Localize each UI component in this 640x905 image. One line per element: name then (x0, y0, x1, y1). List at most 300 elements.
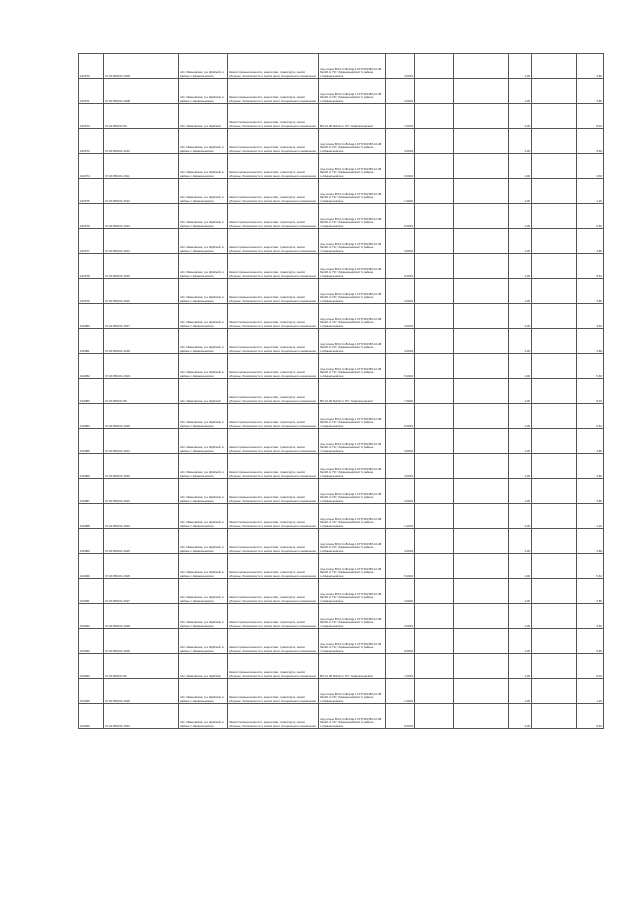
usage-note-cell: под опоры ВЛ-0,4 кВ фид.1 КТП 663 ВЛ-10 кВ №120 от ПС "Афанасьевская" в районе с.Афанасьевское (319, 429, 386, 454)
value-cell: 5,64 (577, 254, 604, 279)
empty-cell (454, 454, 509, 479)
empty-cell (454, 404, 509, 429)
address-cell: обл. Ивановская, р-н Шуйский (179, 104, 228, 129)
area-cell: 4,0004 (386, 429, 415, 454)
empty-cell (532, 79, 577, 104)
table-row (79, 654, 604, 679)
empty-cell (532, 554, 577, 579)
empty-cell (454, 229, 509, 254)
empty-cell (532, 104, 577, 129)
area-cell: 4,0004 (386, 579, 415, 604)
empty-cell (532, 479, 577, 504)
address-cell: обл. Ивановская, р-н Шуйский, в районе с.Афанасьевское (179, 479, 228, 504)
empty-cell (532, 379, 577, 404)
land-category-cell: Земли промышленности, энергетики, транспорта, земли обороны, безопасности и земли иного специального назначения (228, 104, 319, 129)
area-cell: 1,0004 (386, 679, 415, 704)
empty-cell (415, 79, 454, 104)
address-cell: обл. Ивановская, р-н Шуйский, в районе с.Афанасьевское (179, 54, 228, 79)
cadastral-number-cell: 37:20:050101:1622 (104, 454, 179, 479)
coefficient-cell: 1,00 (509, 204, 532, 229)
area-cell: 3,0004 (386, 304, 415, 329)
coefficient-cell: 1,00 (509, 529, 532, 554)
empty-cell (532, 654, 577, 679)
address-cell: обл. Ивановская, р-н Шуйский, в районе с.Афанасьевское (179, 354, 228, 379)
area-cell: 7,0004 (386, 379, 415, 404)
cadastral-number-cell: 37:20:050101:56 (104, 654, 179, 679)
value-cell: 4,80 (577, 529, 604, 554)
cadastral-number-cell: 37:20:050101:1624 (104, 504, 179, 529)
address-cell: обл. Ивановская, р-н Шуйский (179, 654, 228, 679)
record-code-cell: 162085 (79, 429, 104, 454)
coefficient-cell: 1,00 (509, 654, 532, 679)
record-code-cell: 162094 (79, 654, 104, 679)
area-cell: 5,0004 (386, 629, 415, 654)
record-code-cell: 162073 (79, 129, 104, 154)
usage-note-cell: под опоры ВЛ-0,4 кВ фид.1 КТП 663 ВЛ-10 кВ №120 от ПС "Афанасьевская" в районе с.Афанасьевское (319, 54, 386, 79)
record-code-cell: 162074 (79, 154, 104, 179)
cadastral-number-cell: 37:20:050101:1625 (104, 529, 179, 554)
address-cell: обл. Ивановская, р-н Шуйский, в районе с.Афанасьевское (179, 579, 228, 604)
land-category-cell: Земли промышленности, энергетики, транспорта, земли обороны, безопасности и земли иного специального назначения (228, 379, 319, 404)
usage-note-cell: под опоры ВЛ-0,4 кВ фид.1 КТП 663 ВЛ-10 кВ №120 от ПС "Афанасьевская" в районе с.Афанасьевское (319, 204, 386, 229)
usage-note-cell: под опоры ВЛ-0,4 кВ фид.1 КТП 663 ВЛ-10 кВ №120 от ПС "Афанасьевская" в районе с.Афанасьевское (319, 404, 386, 429)
table-row (79, 204, 604, 229)
coefficient-cell: 1,00 (509, 254, 532, 279)
empty-cell (415, 579, 454, 604)
table-row (79, 329, 604, 354)
area-cell: 5,0004 (386, 204, 415, 229)
address-cell: обл. Ивановская, р-н Шуйский, в районе с.Афанасьевское (179, 454, 228, 479)
address-cell: обл. Ивановская, р-н Шуйский, в районе с.Афанасьевское (179, 129, 228, 154)
value-cell: 4,80 (577, 279, 604, 304)
empty-cell (454, 279, 509, 304)
usage-note-cell: под опоры ВЛ-0,4 кВ фид.1 КТП 663 ВЛ-10 кВ №120 от ПС "Афанасьевская" в районе с.Афанасьевское (319, 304, 386, 329)
value-cell: 3,60 (577, 129, 604, 154)
cadastral-number-cell: 37:20:050101:1627 (104, 579, 179, 604)
record-code-cell: 162092 (79, 604, 104, 629)
usage-note-cell: под опоры ВЛ-0,4 кВ фид.1 КТП 663 ВЛ-10 кВ №120 от ПС "Афанасьевская" в районе с.Афанасьевское (319, 354, 386, 379)
empty-cell (415, 629, 454, 654)
table-row (79, 629, 604, 654)
empty-cell (532, 704, 577, 729)
usage-note-cell: под опоры ВЛ-0,4 кВ фид.1 КТП 663 ВЛ-10 кВ №120 от ПС "Афанасьевская" в районе с.Афанасьевское (319, 604, 386, 629)
cadastral-number-cell: 37:20:050101:1613 (104, 204, 179, 229)
usage-note-cell: под опоры ВЛ-0,4 кВ фид.1 КТП 663 ВЛ-10 кВ №120 от ПС "Афанасьевская" в районе с.Афанасьевское (319, 629, 386, 654)
record-code-cell: 162077 (79, 229, 104, 254)
coefficient-cell: 1,00 (509, 304, 532, 329)
value-cell: 3,60 (577, 604, 604, 629)
cadastral-number-cell: 37:20:050101:1616 (104, 279, 179, 304)
empty-cell (532, 604, 577, 629)
value-cell: 4,80 (577, 429, 604, 454)
empty-cell (532, 504, 577, 529)
value-cell: 5,60 (577, 354, 604, 379)
empty-cell (415, 279, 454, 304)
empty-cell (415, 229, 454, 254)
value-cell: 4,80 (577, 454, 604, 479)
record-code-cell: 162093 (79, 629, 104, 654)
address-cell: обл. Ивановская, р-н Шуйский, в районе с.Афанасьевское (179, 529, 228, 554)
land-category-cell: Земли промышленности, энергетики, транспорта, земли обороны, безопасности и земли иного специального назначения (228, 279, 319, 304)
coefficient-cell: 1,00 (509, 579, 532, 604)
address-cell: обл. Ивановская, р-н Шуйский, в районе с.Афанасьевское (179, 154, 228, 179)
land-category-cell: Земли промышленности, энергетики, транспорта, земли обороны, безопасности и земли иного специального назначения (228, 229, 319, 254)
value-cell: 3,60 (577, 154, 604, 179)
cadastral-number-cell: 37:20:050101:1628 (104, 604, 179, 629)
coefficient-cell: 1,00 (509, 129, 532, 154)
area-cell: 1,0004 (386, 179, 415, 204)
address-cell: обл. Ивановская, р-н Шуйский (179, 379, 228, 404)
record-code-cell: 162088 (79, 504, 104, 529)
land-category-cell: Земли промышленности, энергетики, транспорта, земли обороны, безопасности и земли иного специального назначения (228, 329, 319, 354)
coefficient-cell: 1,00 (509, 679, 532, 704)
value-cell: 8,04 (577, 654, 604, 679)
usage-note-cell: под опоры ВЛ-0,4 кВ фид.1 КТП 663 ВЛ-10 кВ №120 от ПС "Афанасьевская" в районе с.Афанасьевское (319, 129, 386, 154)
empty-cell (454, 54, 509, 79)
land-category-cell: Земли промышленности, энергетики, транспорта, земли обороны, безопасности и земли иного специального назначения (228, 79, 319, 104)
land-parcel-table (78, 53, 604, 729)
value-cell: 5,60 (577, 204, 604, 229)
empty-cell (454, 204, 509, 229)
coefficient-cell: 1,00 (509, 479, 532, 504)
land-category-cell: Земли промышленности, энергетики, транспорта, земли обороны, безопасности и земли иного специального назначения (228, 404, 319, 429)
area-cell: 5,0004 (386, 404, 415, 429)
cadastral-number-cell: 37:20:050101:1619 (104, 354, 179, 379)
empty-cell (415, 679, 454, 704)
empty-cell (532, 679, 577, 704)
table-row (79, 679, 604, 704)
address-cell: обл. Ивановская, р-н Шуйский, в районе с.Афанасьевское (179, 229, 228, 254)
value-cell: 3,60 (577, 304, 604, 329)
table-row (79, 304, 604, 329)
value-cell: 8,04 (577, 104, 604, 129)
empty-cell (415, 354, 454, 379)
address-cell: обл. Ивановская, р-н Шуйский, в районе с.Афанасьевское (179, 204, 228, 229)
usage-note-cell: под опоры ВЛ-0,4 кВ фид.1 КТП 663 ВЛ-10 кВ №120 от ПС "Афанасьевская" в районе с.Афанасьевское (319, 454, 386, 479)
table-row (79, 54, 604, 79)
record-code-cell: 162075 (79, 179, 104, 204)
empty-cell (454, 529, 509, 554)
land-category-cell: Земли промышленности, энергетики, транспорта, земли обороны, безопасности и земли иного специального назначения (228, 629, 319, 654)
empty-cell (532, 204, 577, 229)
usage-note-cell: ВЛ-10 кВ №120 от ПС "Афанасьевская" (319, 379, 386, 404)
empty-cell (415, 154, 454, 179)
cadastral-number-cell: 37:20:050101:1608 (104, 79, 179, 104)
record-code-cell: 162070 (79, 54, 104, 79)
coefficient-cell: 1,00 (509, 629, 532, 654)
empty-cell (532, 629, 577, 654)
empty-cell (532, 429, 577, 454)
table-row (79, 529, 604, 554)
cadastral-number-cell: 37:20:050101:1611 (104, 154, 179, 179)
empty-cell (415, 129, 454, 154)
empty-cell (454, 154, 509, 179)
coefficient-cell: 1,00 (509, 104, 532, 129)
table-row (79, 479, 604, 504)
empty-cell (454, 429, 509, 454)
coefficient-cell: 1,00 (509, 354, 532, 379)
area-cell: 5,0004 (386, 704, 415, 729)
value-cell: 1,20 (577, 679, 604, 704)
address-cell: обл. Ивановская, р-н Шуйский, в районе с.Афанасьевское (179, 504, 228, 529)
address-cell: обл. Ивановская, р-н Шуйский, в районе с.Афанасьевское (179, 279, 228, 304)
record-code-cell: 162071 (79, 79, 104, 104)
empty-cell (454, 379, 509, 404)
empty-cell (454, 629, 509, 654)
coefficient-cell: 1,00 (509, 154, 532, 179)
area-cell: 1,0004 (386, 504, 415, 529)
empty-cell (415, 304, 454, 329)
value-cell: 8,04 (577, 379, 604, 404)
empty-cell (454, 254, 509, 279)
empty-cell (454, 304, 509, 329)
area-cell: 4,0004 (386, 279, 415, 304)
usage-note-cell: под опоры ВЛ-0,4 кВ фид.1 КТП 663 ВЛ-10 кВ №120 от ПС "Афанасьевская" в районе с.Афанасьевское (319, 254, 386, 279)
address-cell: обл. Ивановская, р-н Шуйский, в районе с.Афанасьевское (179, 79, 228, 104)
usage-note-cell: под опоры ВЛ-0,4 кВ фид.1 КТП 663 ВЛ-10 кВ №120 от ПС "Афанасьевская" в районе с.Афанасьевское (319, 79, 386, 104)
table-row (79, 604, 604, 629)
cadastral-number-cell: 37:20:050101:1631 (104, 704, 179, 729)
empty-cell (415, 179, 454, 204)
table-row (79, 354, 604, 379)
cadastral-number-cell: 37:20:050101:1605 (104, 54, 179, 79)
area-cell: 4,0004 (386, 479, 415, 504)
record-code-cell: 162078 (79, 254, 104, 279)
empty-cell (532, 254, 577, 279)
land-category-cell: Земли промышленности, энергетики, транспорта, земли обороны, безопасности и земли иного специального назначения (228, 579, 319, 604)
land-category-cell: Земли промышленности, энергетики, транспорта, земли обороны, безопасности и земли иного специального назначения (228, 679, 319, 704)
address-cell: обл. Ивановская, р-н Шуйский, в районе с.Афанасьевское (179, 179, 228, 204)
value-cell: 4,80 (577, 79, 604, 104)
record-code-cell: 162084 (79, 404, 104, 429)
empty-cell (454, 704, 509, 729)
cadastral-number-cell: 37:20:050101:1623 (104, 479, 179, 504)
empty-cell (454, 354, 509, 379)
area-cell: 3,0004 (386, 604, 415, 629)
record-code-cell: 162086 (79, 454, 104, 479)
table-row (79, 404, 604, 429)
record-code-cell: 162089 (79, 529, 104, 554)
coefficient-cell: 1,00 (509, 429, 532, 454)
record-code-cell: 162083 (79, 379, 104, 404)
coefficient-cell: 1,00 (509, 404, 532, 429)
value-cell: 5,64 (577, 704, 604, 729)
empty-cell (415, 429, 454, 454)
coefficient-cell: 1,00 (509, 179, 532, 204)
empty-cell (454, 579, 509, 604)
table-row (79, 379, 604, 404)
value-cell: 4,80 (577, 229, 604, 254)
cadastral-number-cell: 37:20:050101:1620 (104, 404, 179, 429)
usage-note-cell: под опоры ВЛ-0,4 кВ фид.1 КТП 663 ВЛ-10 кВ №120 от ПС "Афанасьевская" в районе с.Афанасьевское (319, 229, 386, 254)
land-category-cell: Земли промышленности, энергетики, транспорта, земли обороны, безопасности и земли иного специального назначения (228, 654, 319, 679)
value-cell: 4,80 (577, 54, 604, 79)
area-cell: 5,0004 (386, 354, 415, 379)
address-cell: обл. Ивановская, р-н Шуйский, в районе с.Афанасьевское (179, 254, 228, 279)
empty-cell (415, 379, 454, 404)
land-category-cell: Земли промышленности, энергетики, транспорта, земли обороны, безопасности и земли иного специального назначения (228, 604, 319, 629)
cadastral-number-cell: 37:20:050101:1630 (104, 679, 179, 704)
land-category-cell: Земли промышленности, энергетики, транспорта, земли обороны, безопасности и земли иного специального назначения (228, 504, 319, 529)
address-cell: обл. Ивановская, р-н Шуйский, в районе с.Афанасьевское (179, 704, 228, 729)
empty-cell (415, 104, 454, 129)
table-row (79, 554, 604, 579)
empty-cell (532, 304, 577, 329)
area-cell: 4,0004 (386, 454, 415, 479)
usage-note-cell: под опоры ВЛ-0,4 кВ фид.1 КТП 663 ВЛ-10 кВ №120 от ПС "Афанасьевская" в районе с.Афанасьевское (319, 679, 386, 704)
value-cell: 5,64 (577, 404, 604, 429)
usage-note-cell: под опоры ВЛ-0,4 кВ фид.1 КТП 663 ВЛ-10 кВ №120 от ПС "Афанасьевская" в районе с.Афанасьевское (319, 329, 386, 354)
empty-cell (415, 254, 454, 279)
empty-cell (454, 604, 509, 629)
empty-cell (454, 129, 509, 154)
empty-cell (415, 54, 454, 79)
cadastral-number-cell: 37:20:050101:1618 (104, 329, 179, 354)
usage-note-cell: под опоры ВЛ-0,4 кВ фид.1 КТП 663 ВЛ-10 кВ №120 от ПС "Афанасьевская" в районе с.Афанасьевское (319, 279, 386, 304)
area-cell: 4,0004 (386, 229, 415, 254)
empty-cell (415, 479, 454, 504)
area-cell: 3,0004 (386, 129, 415, 154)
land-category-cell: Земли промышленности, энергетики, транспорта, земли обороны, безопасности и земли иного специального назначения (228, 529, 319, 554)
empty-cell (454, 329, 509, 354)
table-row (79, 254, 604, 279)
record-code-cell: 162079 (79, 279, 104, 304)
address-cell: обл. Ивановская, р-н Шуйский, в районе с.Афанасьевское (179, 679, 228, 704)
empty-cell (532, 129, 577, 154)
address-cell: обл. Ивановская, р-н Шуйский, в районе с.Афанасьевское (179, 404, 228, 429)
value-cell: 4,80 (577, 579, 604, 604)
record-code-cell: 162095 (79, 679, 104, 704)
record-code-cell: 162076 (79, 204, 104, 229)
value-cell: 1,20 (577, 179, 604, 204)
usage-note-cell: под опоры ВЛ-0,4 кВ фид.1 КТП 663 ВЛ-10 кВ №120 от ПС "Афанасьевская" в районе с.Афанасьевское (319, 554, 386, 579)
area-cell: 7,0004 (386, 654, 415, 679)
empty-cell (532, 529, 577, 554)
address-cell: обл. Ивановская, р-н Шуйский, в районе с.Афанасьевское (179, 304, 228, 329)
record-code-cell: 162072 (79, 104, 104, 129)
coefficient-cell: 1,00 (509, 279, 532, 304)
area-cell: 4,0004 (386, 79, 415, 104)
usage-note-cell: ВЛ-10 кВ №120 от ПС "Афанасьевская" (319, 104, 386, 129)
usage-note-cell: под опоры ВЛ-0,4 кВ фид.1 КТП 663 ВЛ-10 кВ №120 от ПС "Афанасьевская" в районе с.Афанасьевское (319, 579, 386, 604)
land-category-cell: Земли промышленности, энергетики, транспорта, земли обороны, безопасности и земли иного специального назначения (228, 354, 319, 379)
cadastral-number-cell: 37:20:050101:54 (104, 104, 179, 129)
land-category-cell: Земли промышленности, энергетики, транспорта, земли обороны, безопасности и земли иного специального назначения (228, 154, 319, 179)
cadastral-number-cell: 37:20:050101:1617 (104, 304, 179, 329)
table-row (79, 79, 604, 104)
area-cell: 5,0004 (386, 554, 415, 579)
register-sheet (78, 53, 602, 729)
land-category-cell: Земли промышленности, энергетики, транспорта, земли обороны, безопасности и земли иного специального назначения (228, 204, 319, 229)
cadastral-number-cell: 37:20:050101:1626 (104, 554, 179, 579)
empty-cell (454, 479, 509, 504)
empty-cell (415, 404, 454, 429)
empty-cell (532, 579, 577, 604)
empty-cell (415, 204, 454, 229)
table-body (79, 54, 604, 729)
area-cell: 4,0004 (386, 54, 415, 79)
usage-note-cell: под опоры ВЛ-0,4 кВ фид.1 КТП 663 ВЛ-10 кВ №120 от ПС "Афанасьевская" в районе с.Афанасьевское (319, 704, 386, 729)
usage-note-cell: под опоры ВЛ-0,4 кВ фид.1 КТП 663 ВЛ-10 кВ №120 от ПС "Афанасьевская" в районе с.Афанасьевское (319, 529, 386, 554)
address-cell: обл. Ивановская, р-н Шуйский, в районе с.Афанасьевское (179, 554, 228, 579)
area-cell: 5,0004 (386, 254, 415, 279)
value-cell: 4,80 (577, 329, 604, 354)
table-row (79, 704, 604, 729)
area-cell: 4,0004 (386, 529, 415, 554)
table-row (79, 454, 604, 479)
usage-note-cell: под опоры ВЛ-0,4 кВ фид.1 КТП 663 ВЛ-10 кВ №120 от ПС "Афанасьевская" в районе с.Афанасьевское (319, 504, 386, 529)
empty-cell (532, 279, 577, 304)
empty-cell (532, 54, 577, 79)
cadastral-number-cell: 37:20:050101:1621 (104, 429, 179, 454)
table-row (79, 429, 604, 454)
empty-cell (454, 179, 509, 204)
cadastral-number-cell: 37:20:050101:1614 (104, 229, 179, 254)
table-row (79, 579, 604, 604)
area-cell: 3,0004 (386, 154, 415, 179)
value-cell: 5,64 (577, 554, 604, 579)
land-category-cell: Земли промышленности, энергетики, транспорта, земли обороны, безопасности и земли иного специального назначения (228, 479, 319, 504)
address-cell: обл. Ивановская, р-н Шуйский, в районе с.Афанасьевское (179, 329, 228, 354)
coefficient-cell: 1,00 (509, 79, 532, 104)
address-cell: обл. Ивановская, р-н Шуйский, в районе с.Афанасьевское (179, 429, 228, 454)
empty-cell (415, 329, 454, 354)
land-category-cell: Земли промышленности, энергетики, транспорта, земли обороны, безопасности и земли иного специального назначения (228, 254, 319, 279)
empty-cell (415, 554, 454, 579)
record-code-cell: 162080 (79, 304, 104, 329)
table-row (79, 179, 604, 204)
cadastral-number-cell: 37:20:050101:1615 (104, 254, 179, 279)
empty-cell (454, 104, 509, 129)
empty-cell (415, 654, 454, 679)
table-row (79, 154, 604, 179)
record-code-cell: 162096 (79, 704, 104, 729)
empty-cell (454, 679, 509, 704)
cadastral-number-cell: 37:20:050101:1610 (104, 129, 179, 154)
address-cell: обл. Ивановская, р-н Шуйский, в районе с.Афанасьевское (179, 629, 228, 654)
land-category-cell: Земли промышленности, энергетики, транспорта, земли обороны, безопасности и земли иного специального назначения (228, 129, 319, 154)
land-category-cell: Земли промышленности, энергетики, транспорта, земли обороны, безопасности и земли иного специального назначения (228, 429, 319, 454)
record-code-cell: 162091 (79, 579, 104, 604)
usage-note-cell: под опоры ВЛ-0,4 кВ фид.1 КТП 663 ВЛ-10 кВ №120 от ПС "Афанасьевская" в районе с.Афанасьевское (319, 154, 386, 179)
empty-cell (532, 354, 577, 379)
table-row (79, 104, 604, 129)
address-cell: обл. Ивановская, р-н Шуйский, в районе с.Афанасьевское (179, 604, 228, 629)
area-cell: 4,0004 (386, 329, 415, 354)
area-cell: 7,0004 (386, 104, 415, 129)
land-category-cell: Земли промышленности, энергетики, транспорта, земли обороны, безопасности и земли иного специального назначения (228, 54, 319, 79)
land-category-cell: Земли промышленности, энергетики, транспорта, земли обороны, безопасности и земли иного специального назначения (228, 454, 319, 479)
value-cell: 4,80 (577, 479, 604, 504)
empty-cell (454, 654, 509, 679)
record-code-cell: 162087 (79, 479, 104, 504)
empty-cell (532, 329, 577, 354)
usage-note-cell: под опоры ВЛ-0,4 кВ фид.1 КТП 663 ВЛ-10 кВ №120 от ПС "Афанасьевская" в районе с.Афанасьевское (319, 479, 386, 504)
land-category-cell: Земли промышленности, энергетики, транспорта, земли обороны, безопасности и земли иного специального назначения (228, 704, 319, 729)
land-category-cell: Земли промышленности, энергетики, транспорта, земли обороны, безопасности и земли иного специального назначения (228, 554, 319, 579)
cadastral-number-cell: 37:20:050101:1629 (104, 629, 179, 654)
coefficient-cell: 1,00 (509, 454, 532, 479)
record-code-cell: 162082 (79, 354, 104, 379)
empty-cell (415, 704, 454, 729)
empty-cell (454, 554, 509, 579)
cadastral-number-cell: 37:20:050101:55 (104, 379, 179, 404)
coefficient-cell: 1,00 (509, 704, 532, 729)
coefficient-cell: 1,00 (509, 54, 532, 79)
table-row (79, 279, 604, 304)
empty-cell (532, 454, 577, 479)
empty-cell (454, 504, 509, 529)
